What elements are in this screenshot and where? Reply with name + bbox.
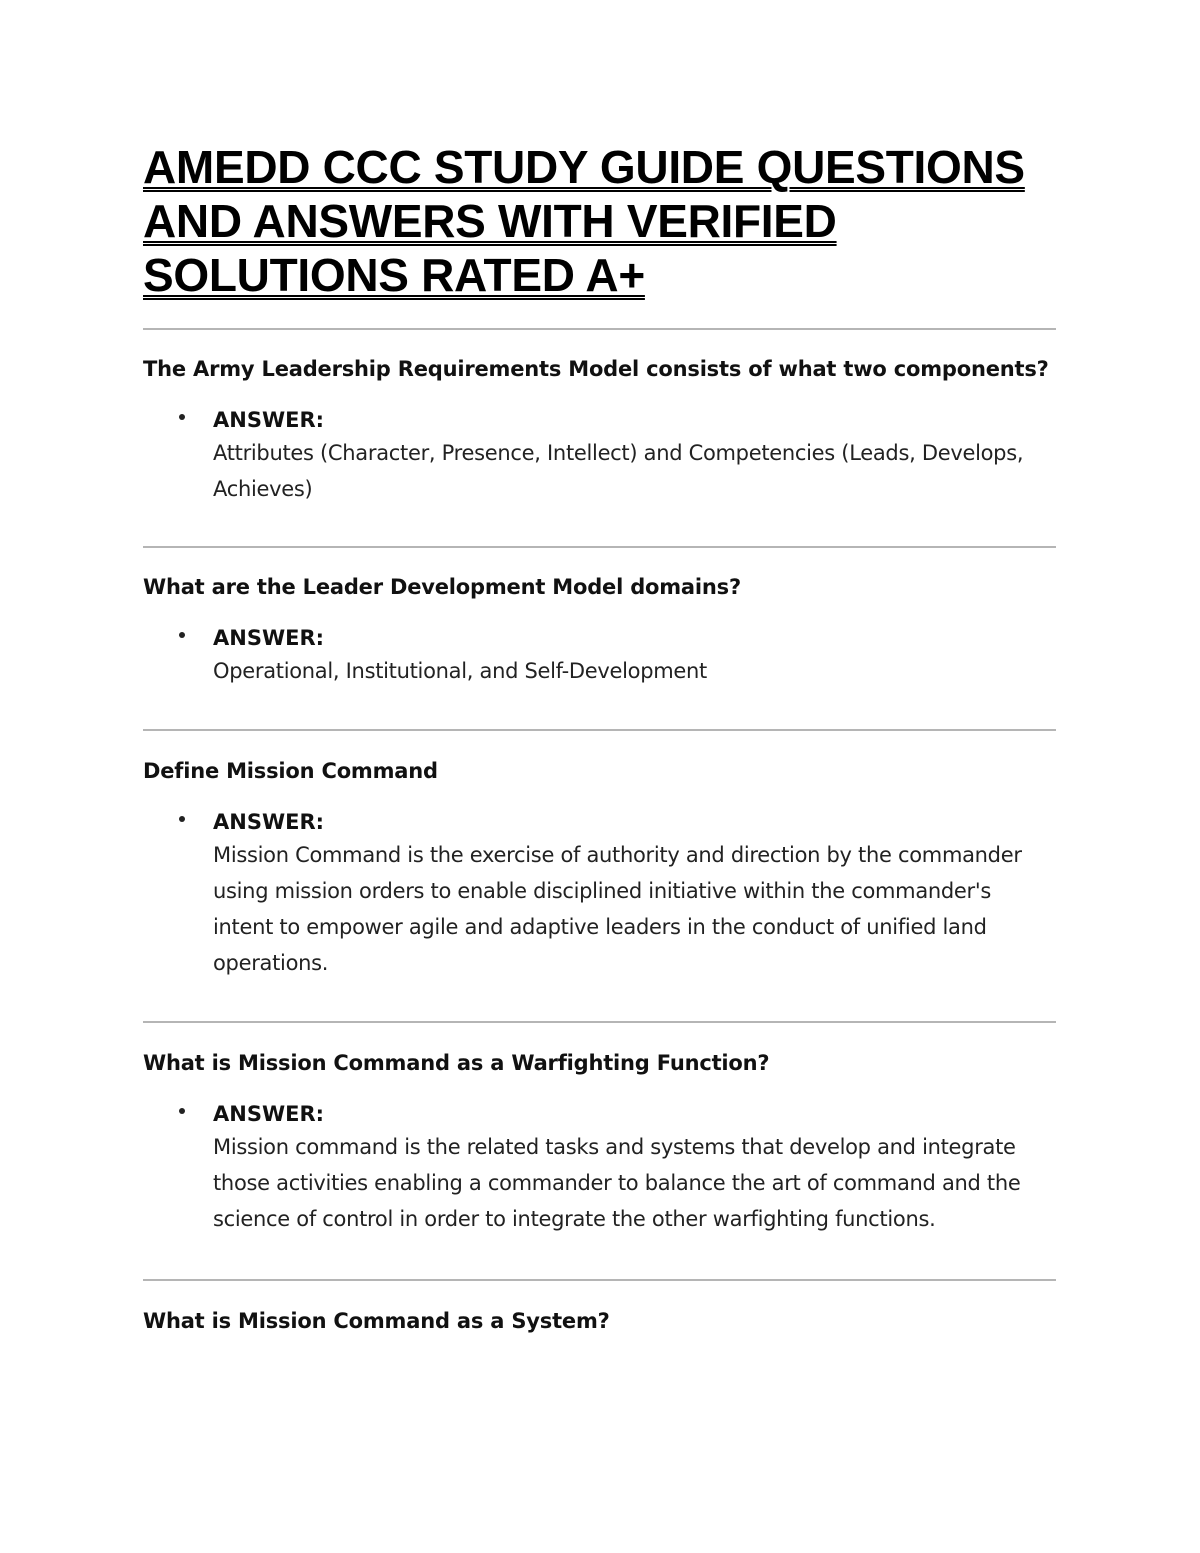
answer-text: Mission command is the related tasks and systems that develop and integrate those activities enabling a commander to balance the art of command and the science of control in order to integrate the other warfighting functions. [213, 1135, 1021, 1231]
bullet-icon [179, 414, 185, 420]
divider [143, 1279, 1056, 1281]
answer-item [143, 623, 1056, 689]
bullet-icon [179, 1108, 185, 1114]
bullet-icon [179, 632, 185, 638]
answer-text: Mission Command is the exercise of authority and direction by the commander using mission orders to enable disciplined initiative within the commander's intent to empower agile and adaptive leaders in the conduct of unified land operations. [213, 843, 1022, 975]
question-text: What are the Leader Development Model domains? [143, 575, 741, 599]
answer-label: ANSWER: [213, 1102, 325, 1126]
answer-label: ANSWER: [213, 408, 325, 432]
divider [143, 546, 1056, 548]
qa-item [143, 757, 1056, 981]
answer-list [143, 1099, 1056, 1237]
qa-item [143, 355, 1056, 507]
answer-list [143, 623, 1056, 689]
answer-item [143, 1099, 1056, 1237]
answer-item [143, 807, 1056, 981]
document-page [143, 140, 1056, 1335]
document-title: AMEDD CCC STUDY GUIDE QUESTIONS AND ANSWERS WITH VERIFIED SOLUTIONS RATED A+ [143, 141, 1025, 301]
answer-text: Attributes (Character, Presence, Intellect) and Competencies (Leads, Develops, Achieves) [213, 441, 1024, 501]
answer-text: Operational, Institutional, and Self-Development [213, 659, 707, 683]
question-text: The Army Leadership Requirements Model consists of what two components? [143, 357, 1049, 381]
question-text: What is Mission Command as a Warfighting Function? [143, 1051, 770, 1075]
answer-list [143, 807, 1056, 981]
qa-item [143, 1049, 1056, 1237]
divider [143, 729, 1056, 731]
bullet-icon [179, 816, 185, 822]
answer-label: ANSWER: [213, 626, 325, 650]
divider [143, 1021, 1056, 1023]
answer-label: ANSWER: [213, 810, 325, 834]
qa-item [143, 1307, 1056, 1335]
question-text: Define Mission Command [143, 759, 438, 783]
question-text: What is Mission Command as a System? [143, 1309, 610, 1333]
qa-item [143, 573, 1056, 689]
divider [143, 328, 1056, 330]
answer-item [143, 405, 1056, 507]
answer-list [143, 405, 1056, 507]
